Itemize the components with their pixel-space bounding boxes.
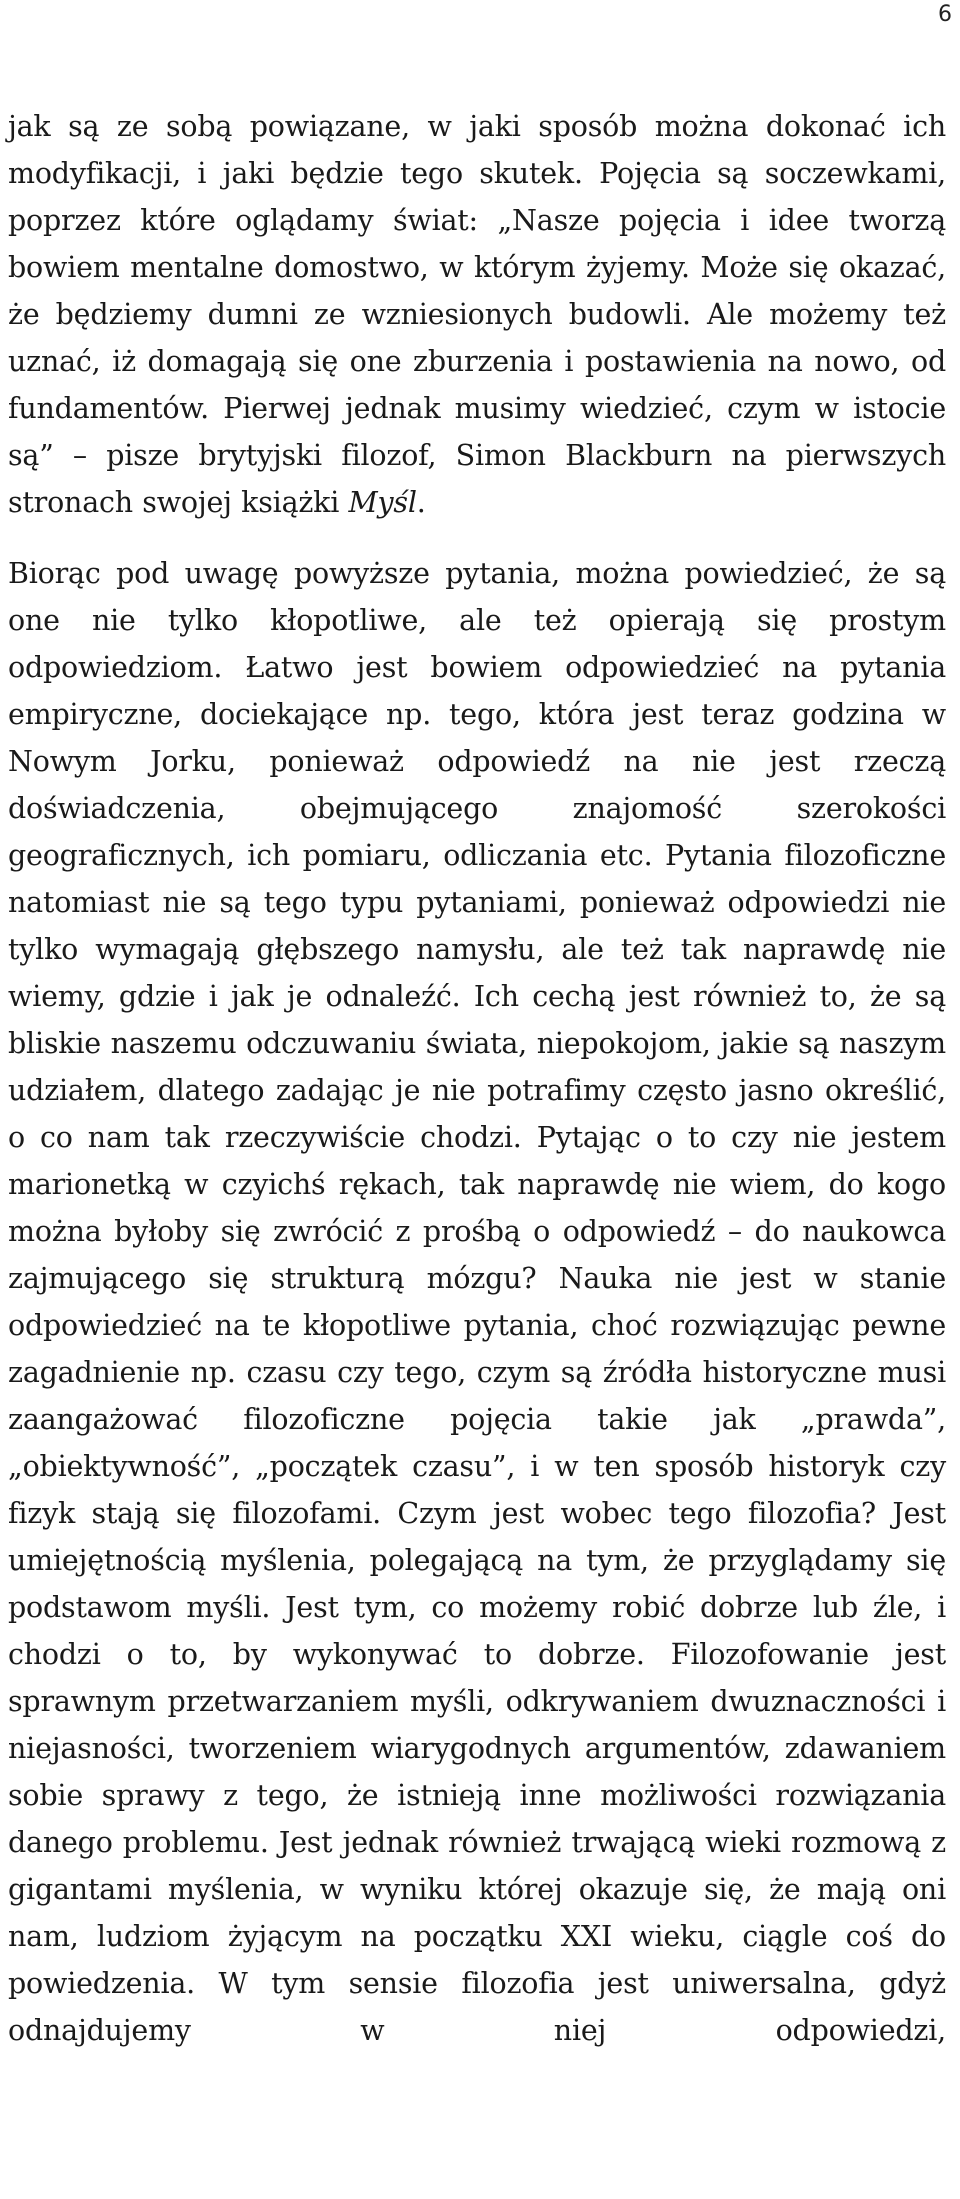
book-title: Myśl xyxy=(348,486,417,519)
paragraph-text-end: . xyxy=(416,486,426,519)
paragraph-philosophical-questions: Biorąc pod uwagę powyższe pytania, można powiedzieć, że są one nie tylko kłopotliwe, ale też opierają się prostym odpowiedziom. Łatwo jest bowiem odpowiedzieć na pytania empiryczne, dociekające np. tego, która jest teraz godzina w Nowym Jorku, ponieważ odpowiedź na nie jest rzeczą doświadczenia, obejmującego znajomość szerokości geograficznych, ich pomiaru, odliczania etc. Pytania filozoficzne natomiast nie są tego typu pytaniami, ponieważ odpowiedzi nie tylko wymagają głębszego namysłu, ale też tak naprawdę nie wiemy, gdzie i jak je odnaleźć. Ich cechą jest również to, że są bliskie naszemu odczuwaniu świata, niepokojom, jakie są naszym udziałem, dlatego zadając je nie potrafimy często jasno określić, o co nam tak rzeczywiście chodzi. Pytając o to czy nie jestem marionetką w czyichś rękach, tak naprawdę nie wiem, do kogo można byłoby się zwrócić z prośbą o odpowiedź – do naukowca zajmującego się strukturą mózgu? Nauka nie jest w stanie odpowiedzieć na te kłopotliwe pytania, choć rozwiązując pewne zagadnienie np. czasu czy tego, czym są źródła historyczne musi zaangażować filozoficzne pojęcia takie jak „prawda”, „obiektywność”, „początek czasu”, i w ten sposób historyk czy fizyk stają się filozofami. Czym jest wobec tego filozofia? Jest umiejętnością myślenia, polegającą na tym, że przyglądamy się podstawom myśli. Jest tym, co możemy robić dobrze lub źle, i chodzi o to, by wykonywać to dobrze. Filozofowanie jest sprawnym przetwarzaniem myśli, odkrywaniem dwuznaczności i niejasności, tworzeniem wiarygodnych argumentów, zdawaniem sobie sprawy z tego, że istnieją inne możliwości rozwiązania danego problemu. Jest jednak również trwającą wieki rozmową z gigantami myślenia, w wyniku której okazuje się, że mają oni nam, ludziom żyjącym na początku XXI wieku, ciągle coś do powiedzenia. W tym sensie filozofia jest uniwersalna, gdyż odnajdujemy w niej odpowiedzi, xyxy=(8,557,946,2047)
document-body xyxy=(8,103,946,2054)
paragraph-blackburn-quote xyxy=(8,103,946,526)
page-number: 6 xyxy=(938,2,952,27)
paragraph-text: jak są ze sobą powiązane, w jaki sposób można dokonać ich modyfikacji, i jaki będzie tego skutek. Pojęcia są soczewkami, poprzez które oglądamy świat: „Nasze pojęcia i idee tworzą bowiem mentalne domostwo, w którym żyjemy. Może się okazać, że będziemy dumni ze wzniesionych budowli. Ale możemy też uznać, iż domagają się one zburzenia i postawienia na nowo, od fundamentów. Pierwej jednak musimy wiedzieć, czym w istocie są” – pisze brytyjski filozof, Simon Blackburn na pierwszych stronach swojej książki xyxy=(8,110,946,519)
